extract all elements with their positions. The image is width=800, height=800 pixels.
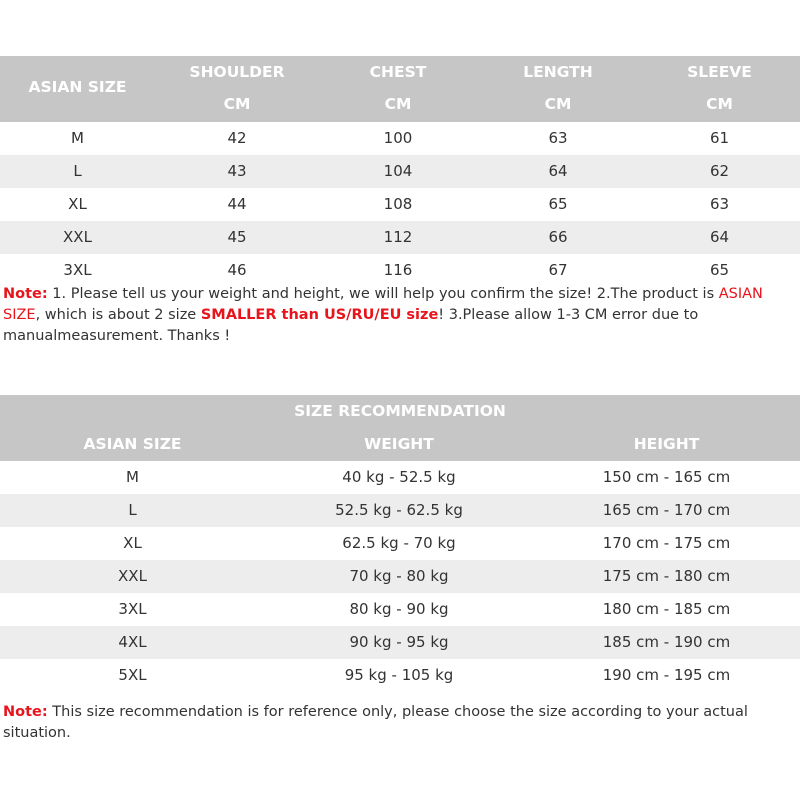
cell-shoulder: 43	[227, 162, 247, 180]
cell-sleeve: 65	[709, 261, 730, 279]
header-shoulder: SHOULDER	[189, 63, 285, 81]
cell-height: 170 cm - 175 cm	[602, 534, 731, 552]
cell-weight: 80 kg - 90 kg	[349, 600, 449, 618]
header-height: HEIGHT	[633, 435, 700, 453]
note-text: 1. Please tell us your weight and height, we will help you confirm the size! 2.The product is	[47, 286, 719, 302]
cell-size: XL	[123, 534, 142, 552]
cell-chest: 112	[383, 228, 413, 246]
table-row	[0, 494, 800, 527]
cell-size: XXL	[63, 228, 92, 246]
header-sleeve-unit: CM	[706, 95, 733, 113]
cell-sleeve: 61	[709, 129, 730, 147]
cell-size: XXL	[118, 567, 147, 585]
table-row	[0, 188, 800, 221]
table-row	[0, 560, 800, 593]
header-shoulder-unit: CM	[223, 95, 251, 113]
table-row	[0, 527, 800, 560]
cell-size: L	[73, 162, 82, 180]
cell-height: 165 cm - 170 cm	[602, 501, 731, 519]
cell-size: L	[128, 501, 137, 519]
cell-length: 66	[548, 228, 568, 246]
note-text: This size recommendation is for reference only, please choose the size according to your actual situation.	[3, 704, 748, 741]
cell-size: 4XL	[118, 633, 147, 651]
note-text: , which is about 2 size	[35, 307, 201, 323]
cell-weight: 62.5 kg - 70 kg	[342, 534, 456, 552]
cell-weight: 40 kg - 52.5 kg	[342, 468, 456, 486]
cell-shoulder: 42	[227, 129, 247, 147]
cell-height: 175 cm - 180 cm	[602, 567, 731, 585]
cell-size: XL	[68, 195, 87, 213]
cell-length: 67	[548, 261, 568, 279]
table-row	[0, 626, 800, 659]
cell-height: 190 cm - 195 cm	[602, 666, 731, 684]
header-chest-unit: CM	[384, 95, 412, 113]
note-label: Note:	[3, 286, 48, 302]
cell-length: 63	[548, 129, 568, 147]
header-length: LENGTH	[523, 63, 593, 81]
cell-chest: 108	[383, 195, 413, 213]
cell-shoulder: 44	[227, 195, 247, 213]
size-chart-header	[0, 56, 800, 122]
table-row	[0, 461, 800, 494]
cell-weight: 90 kg - 95 kg	[349, 633, 449, 651]
note-label: Note:	[3, 704, 48, 720]
table-row	[0, 254, 800, 287]
table-row	[0, 221, 800, 254]
cell-sleeve: 63	[709, 195, 730, 213]
header-length-unit: CM	[544, 95, 572, 113]
header-asian-size: ASIAN SIZE	[83, 435, 182, 453]
cell-shoulder: 46	[227, 261, 247, 279]
cell-size: 3XL	[118, 600, 147, 618]
table-row	[0, 659, 800, 692]
cell-chest: 104	[383, 162, 413, 180]
recommendation-title: SIZE RECOMMENDATION	[294, 402, 506, 420]
cell-weight: 70 kg - 80 kg	[349, 567, 449, 585]
size-note	[3, 284, 797, 347]
table-row	[0, 593, 800, 626]
cell-height: 150 cm - 165 cm	[602, 468, 731, 486]
header-sleeve: SLEEVE	[687, 63, 752, 81]
cell-weight: 95 kg - 105 kg	[344, 666, 454, 684]
cell-height: 185 cm - 190 cm	[602, 633, 731, 651]
cell-chest: 116	[383, 261, 413, 279]
cell-length: 64	[548, 162, 568, 180]
cell-height: 180 cm - 185 cm	[602, 600, 731, 618]
header-asian-size: ASIAN SIZE	[28, 78, 127, 96]
header-chest: CHEST	[369, 63, 427, 81]
cell-size: M	[126, 468, 139, 486]
cell-sleeve: 62	[709, 162, 730, 180]
cell-size: 3XL	[63, 261, 92, 279]
note-text: ! 3.Please allow 1-3 CM error due to manualmeasurement. Thanks !	[3, 307, 699, 344]
cell-length: 65	[548, 195, 568, 213]
cell-size: M	[71, 129, 84, 147]
recommendation-note	[3, 702, 797, 744]
cell-chest: 100	[383, 129, 413, 147]
size-recommendation-table	[0, 395, 800, 695]
size-chart-table	[0, 56, 800, 288]
cell-weight: 52.5 kg - 62.5 kg	[335, 501, 463, 519]
note-highlight-smaller: SMALLER than US/RU/EU size	[200, 307, 439, 323]
cell-sleeve: 64	[709, 228, 730, 246]
cell-shoulder: 45	[227, 228, 247, 246]
header-weight: WEIGHT	[364, 435, 434, 453]
cell-size: 5XL	[118, 666, 147, 684]
note-highlight-asian-size: ASIAN SIZE	[3, 286, 763, 323]
recommendation-header	[0, 395, 800, 461]
table-row	[0, 122, 800, 155]
table-row	[0, 155, 800, 188]
